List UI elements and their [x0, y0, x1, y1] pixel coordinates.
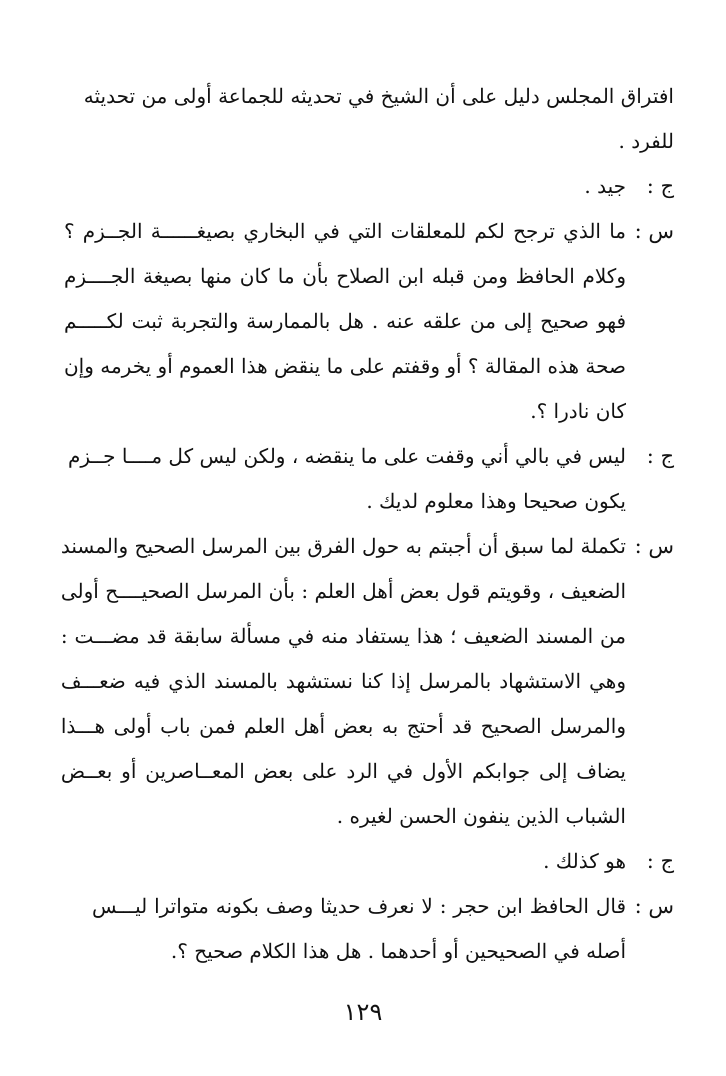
text-line: للفرد . — [618, 129, 674, 153]
text-line: الضعيف ، وقويتم قول بعض أهل العلم : بأن المرسل الصحيــــح أولى — [60, 579, 626, 603]
text-line: جيد . — [584, 174, 626, 198]
answer-block — [67, 434, 682, 524]
text-line: كان نادرا ؟. — [530, 399, 626, 423]
text-line: وهي الاستشهاد بالمرسل إذا كنا نستشهد بالمسند الذي فيه ضعـــف — [60, 669, 626, 693]
question-marker: س : — [634, 534, 674, 558]
question-marker: س : — [634, 219, 674, 243]
question-block — [60, 524, 682, 839]
answer-text — [92, 164, 626, 209]
answer-marker: ج : — [646, 174, 674, 198]
text-line: من المسند الضعيف ؛ هذا يستفاد منه في مسألة سابقة قد مضـــت : — [60, 624, 626, 648]
text-line: صحة هذه المقالة ؟ أو وقفتم على ما ينقض هذا العموم أو يخرمه وإن — [63, 354, 626, 378]
text-line: ليس في بالي أني وقفت على ما ينقضه ، ولكن ليس كل مــــا جــزم — [67, 444, 626, 468]
continuation-paragraph — [83, 74, 682, 164]
answer-block — [92, 839, 682, 884]
text-line: وكلام الحافظ ومن قبله ابن الصلاح بأن ما كان منها بصيغة الجــــزم — [63, 264, 626, 288]
answer-text — [68, 434, 626, 524]
text-line: والمرسل الصحيح قد أحتج به بعض أهل العلم فمن باب أولى هـــذا — [60, 714, 626, 738]
text-line: تكملة لما سبق أن أجبتم به حول الفرق بين المرسل الصحيح والمسند — [60, 534, 626, 558]
answer-marker: ج : — [646, 444, 674, 468]
text-line: قال الحافظ ابن حجر : لا نعرف حديثا وصف بكونه متواترا ليـــس — [92, 894, 626, 918]
text-line: يكون صحيحا وهذا معلوم لديك . — [366, 489, 626, 513]
question-marker: س : — [634, 894, 674, 918]
answer-text — [92, 839, 626, 884]
question-text — [92, 884, 626, 974]
text-line: هو كذلك . — [543, 849, 626, 873]
page-number: ١٢٩ — [343, 998, 383, 1026]
question-block — [92, 884, 682, 974]
answer-block — [92, 164, 682, 209]
question-block — [63, 209, 682, 434]
question-text — [61, 524, 626, 839]
question-text — [64, 209, 626, 434]
text-line: ما الذي ترجح لكم للمعلقات التي في البخاري بصيغــــــة الجــزم ؟ — [63, 219, 626, 243]
text-line: الشباب الذين ينفون الحسن لغيره . — [336, 804, 626, 828]
text-line: افتراق المجلس دليل على أن الشيخ في تحديثه للجماعة أولى من تحديثه — [83, 84, 674, 108]
text-line: أصله في الصحيحين أو أحدهما . هل هذا الكلام صحيح ؟. — [170, 939, 626, 963]
answer-marker: ج : — [646, 849, 674, 873]
text-line: يضاف إلى جوابكم الأول في الرد على بعض المعــاصرين أو بعــض — [60, 759, 626, 783]
continuation-text — [84, 74, 682, 164]
page-text — [60, 74, 682, 974]
text-line: فهو صحيح إلى من علقه عنه . هل بالممارسة والتجربة ثبت لكـــــم — [63, 309, 626, 333]
